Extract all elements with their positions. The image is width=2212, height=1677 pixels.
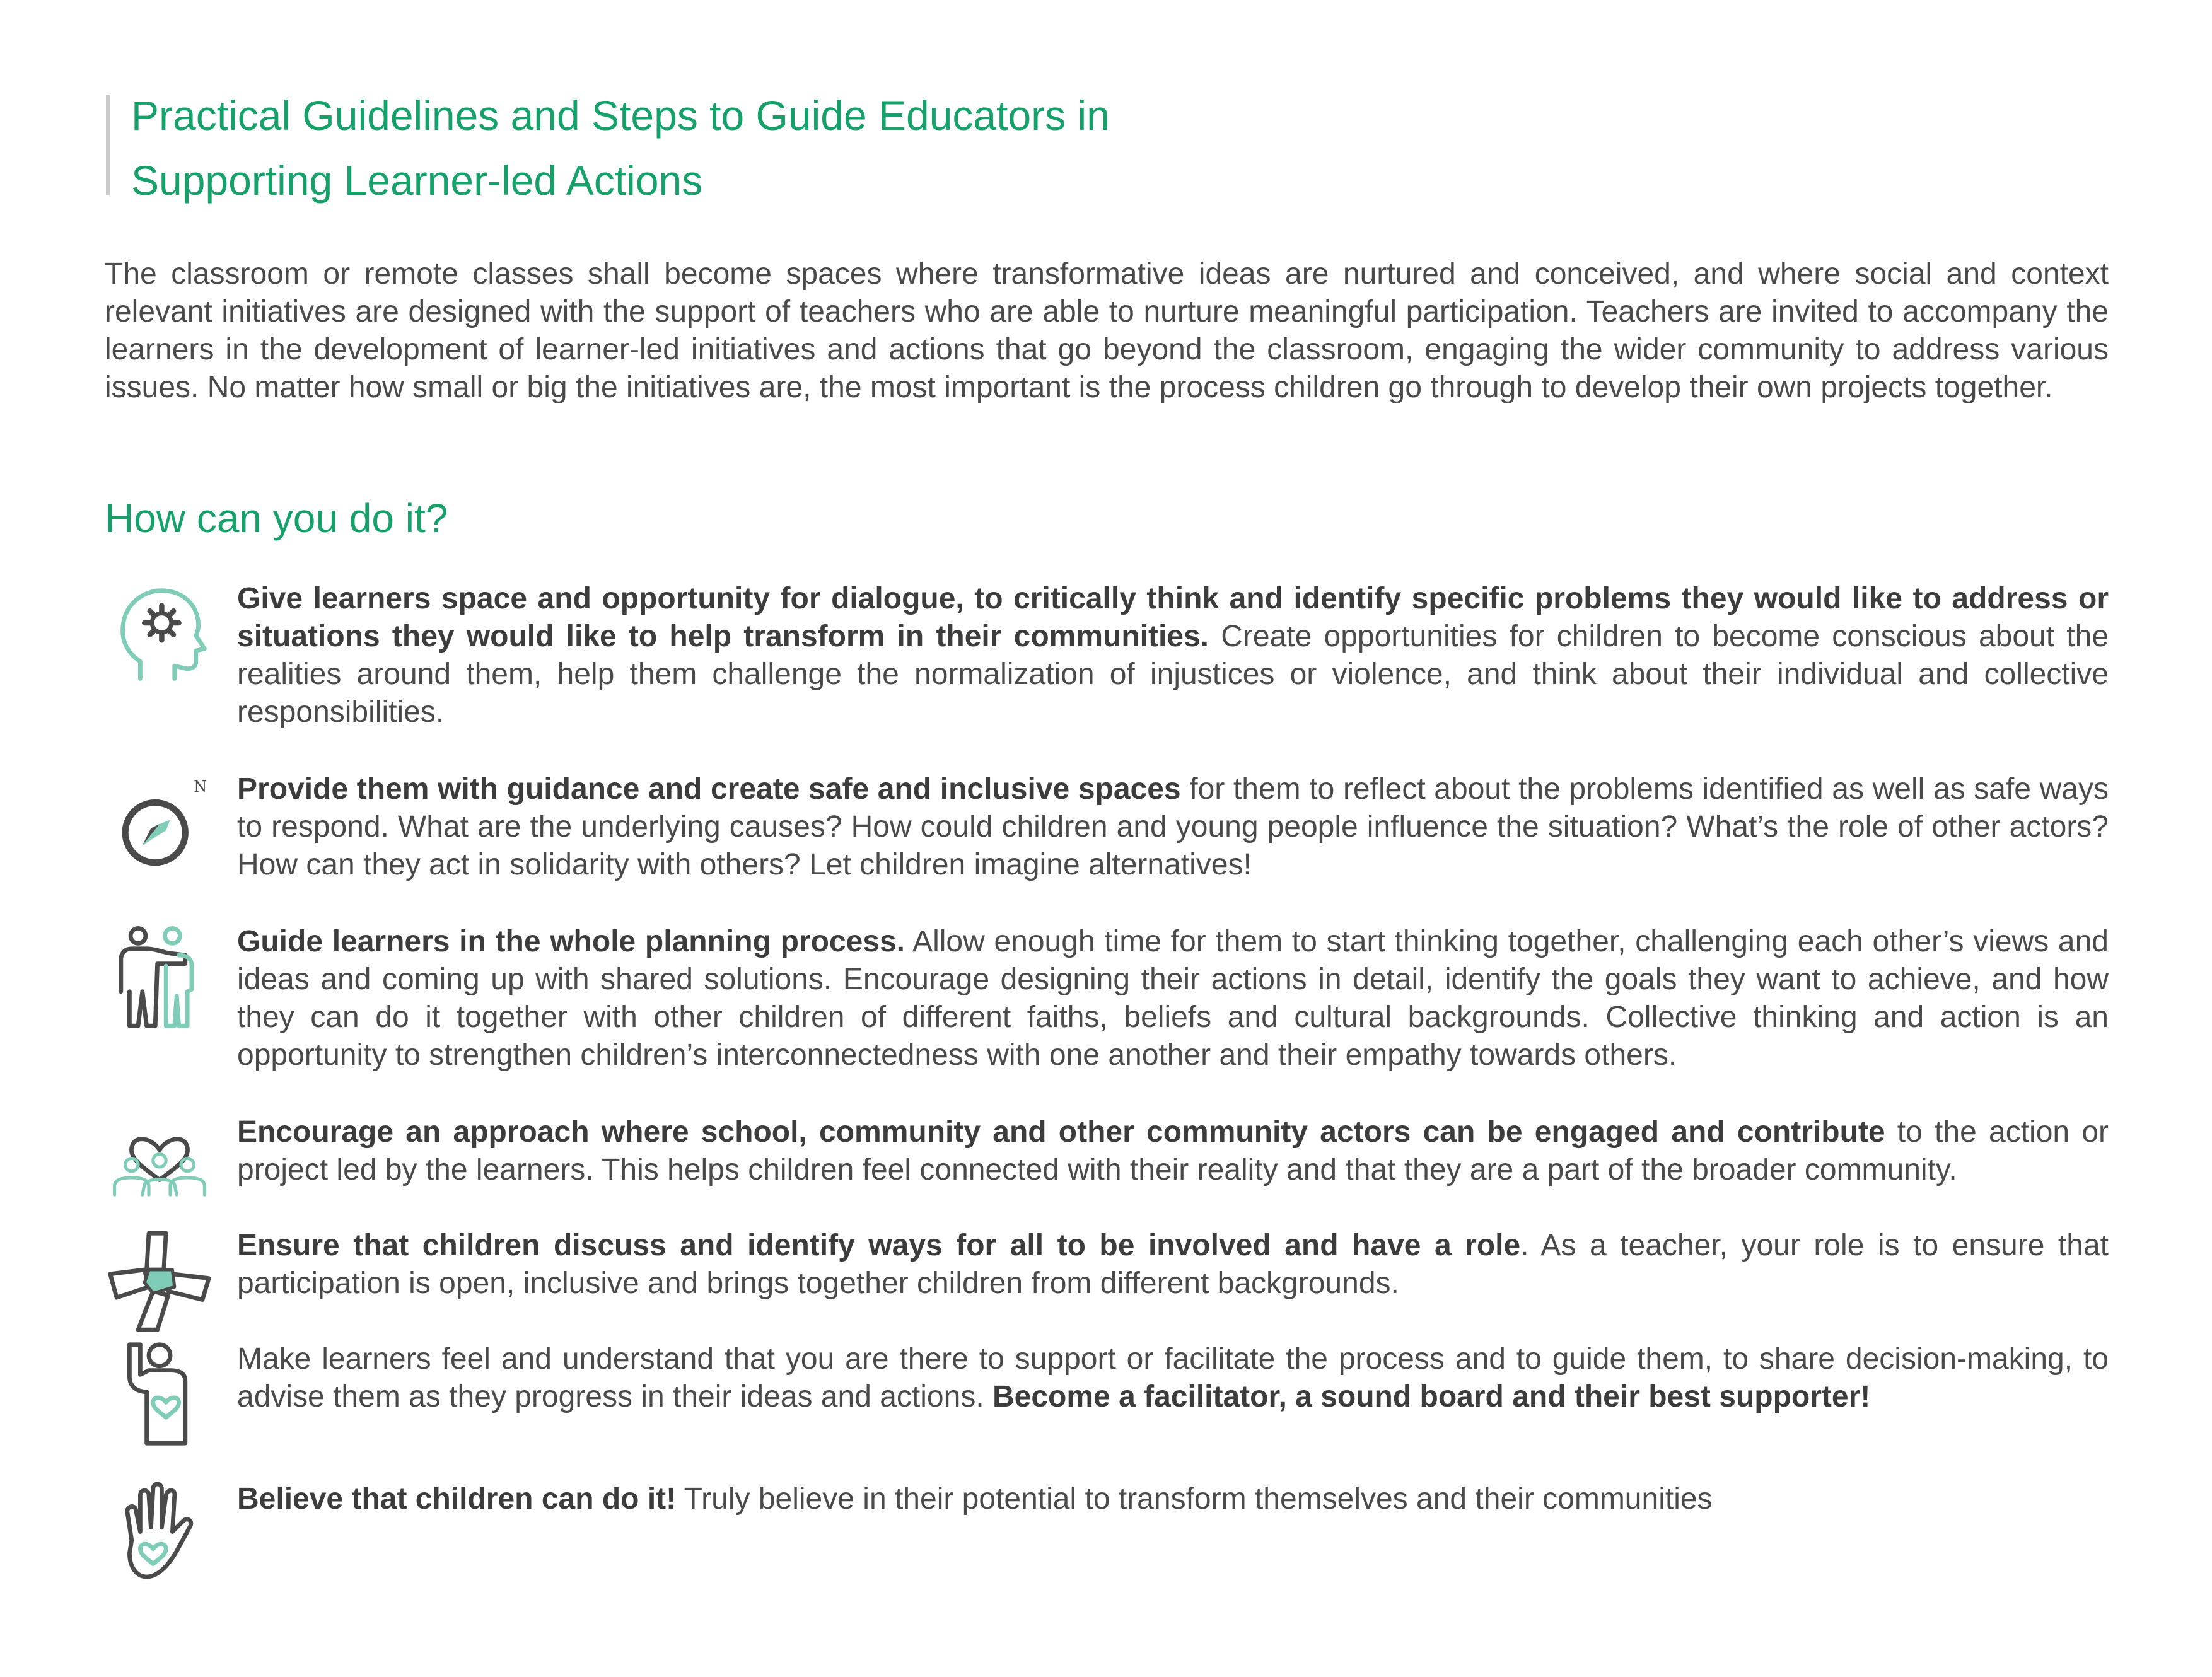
guideline-text-3 bbox=[237, 923, 2109, 1074]
page-title bbox=[131, 83, 1644, 213]
people-guidance-icon bbox=[106, 923, 213, 1030]
guideline-body-6: Make learners feel and understand that you are there to support or facilitate the process and to guide them, to share decision-making, to advise them as they progress in their ideas and actions. bbox=[237, 1342, 2109, 1413]
guideline-bold-5: Ensure that children discuss and identify ways for all to be involved and have a role bbox=[237, 1229, 1521, 1262]
guideline-bold-6: Become a facilitator, a sound board and their best supporter! bbox=[992, 1380, 1871, 1413]
guideline-text-2 bbox=[237, 770, 2109, 884]
guideline-body-2: for them to reflect about the problems identified as well as safe ways to respond. What are the underlying causes? How could children and young people influence the situation? What’s the role of other actors? How can they act in solidarity with others? Let children imagine alternatives! bbox=[237, 772, 2109, 881]
guideline-text-4 bbox=[237, 1113, 2109, 1189]
guideline-body-7: Truly believe in their potential to transform themselves and their communities bbox=[676, 1482, 1713, 1516]
community-heart-icon bbox=[106, 1113, 213, 1221]
guideline-bold-7: Believe that children can do it! bbox=[237, 1482, 677, 1516]
guideline-text-1 bbox=[237, 580, 2109, 731]
hands-together-icon bbox=[106, 1227, 213, 1334]
section-heading: How can you do it? bbox=[105, 496, 448, 541]
guideline-body-1: Create opportunities for children to become conscious about the realities around them, help them challenge the normalization of injustices or violence, and think about their individual and collective responsibilities. bbox=[237, 620, 2109, 729]
title-line-2: Supporting Learner-led Actions bbox=[131, 157, 703, 204]
guideline-bold-2: Provide them with guidance and create safe and inclusive spaces bbox=[237, 772, 1181, 806]
guideline-body-5: . As a teacher, your role is to ensure that participation is open, inclusive and brings together children from different backgrounds. bbox=[237, 1229, 2109, 1300]
hand-heart-icon bbox=[106, 1480, 213, 1587]
compass-north-label: N bbox=[194, 778, 207, 796]
guideline-bold-4: Encourage an approach where school, community and other community actors can be engaged and contribute bbox=[237, 1115, 1885, 1149]
supporter-icon bbox=[106, 1340, 213, 1448]
guideline-body-3: Allow enough time for them to start thinking together, challenging each other’s views and ideas and coming up with shared solutions. Encourage designing their actions in detail, identify the goals they want to achieve, and how they can do it together with other children of different faiths, beliefs and cultural backgrounds. Collective thinking and action is an opportunity to strengthen children’s interconnectedness with one another and their empathy towards others. bbox=[237, 925, 2109, 1072]
intro-paragraph: The classroom or remote classes shall become spaces where transformative ideas are nurtured and conceived, and where social and context relevant initiatives are designed with the support of teachers who are able to nurture meaningful participation. Teachers are invited to accompany the learners in the development of learner-led initiatives and actions that go beyond the classroom, engaging the wider community to address various issues. No matter how small or big the initiatives are, the most important is the process children go through to develop their own projects together. bbox=[105, 257, 2109, 404]
guideline-bold-1: Give learners space and opportunity for dialogue, to critically think and identify specific problems they would like to address or situations they would like to help transform in their communities. bbox=[237, 582, 2109, 653]
guideline-text-7 bbox=[237, 1480, 2109, 1518]
head-gear-icon bbox=[106, 580, 213, 687]
guideline-text-5 bbox=[237, 1227, 2109, 1303]
compass-icon bbox=[106, 770, 213, 878]
guideline-body-4: to the action or project led by the learners. This helps children feel connected with their reality and that they are a part of the broader community. bbox=[237, 1115, 2109, 1187]
title-line-1: Practical Guidelines and Steps to Guide Educators in bbox=[131, 92, 1110, 139]
guideline-bold-3: Guide learners in the whole planning process. bbox=[237, 925, 905, 958]
guideline-text-6 bbox=[237, 1340, 2109, 1416]
title-accent-bar bbox=[106, 95, 110, 195]
